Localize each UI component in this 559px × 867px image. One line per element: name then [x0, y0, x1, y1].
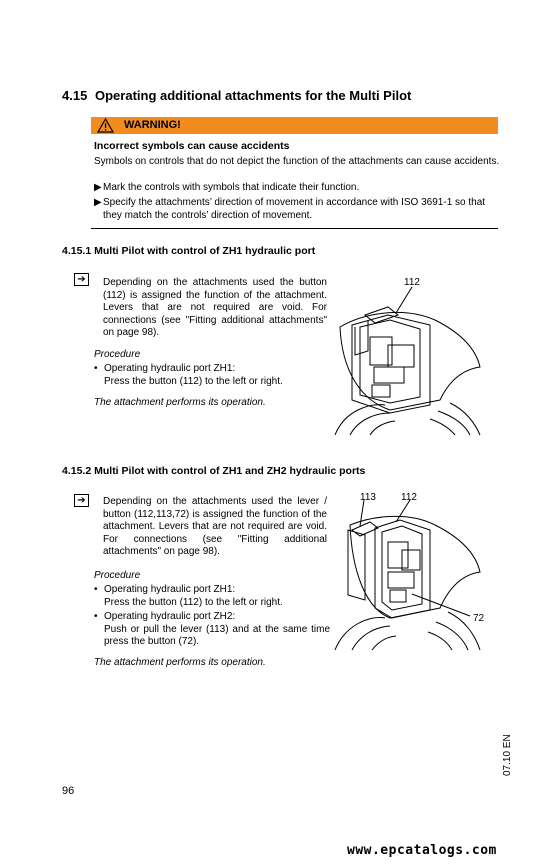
- result-text: The attachment performs its operation.: [94, 657, 266, 668]
- warning-divider: [91, 228, 498, 229]
- procedure-label: Procedure: [94, 570, 141, 581]
- callout-label: 112: [404, 277, 420, 288]
- procedure-step: • Operating hydraulic port ZH1: Press the button (112) to the left or right.: [94, 584, 283, 608]
- section-title: Operating additional attachments for the Multi Pilot: [95, 88, 412, 103]
- triangle-bullet-icon: ▶: [94, 182, 102, 193]
- section-heading: [62, 88, 411, 103]
- procedure-step: • Operating hydraulic port ZH2: Push or pull the lever (113) and at the same time press the button (72).: [94, 611, 330, 647]
- triangle-bullet-icon: ▶: [94, 197, 102, 208]
- sub1-description: Depending on the attachments used the button (112) is assigned the function of the attachment. Levers that are not required are void. For connections (see "Fitting additional attachments" on page 98).: [103, 277, 327, 338]
- multi-pilot-illustration: [330, 500, 485, 655]
- warning-item: ▶ Specify the attachments’ direction of movement in accordance with ISO 3691-1 so that they match the controls’ direction of movement.: [94, 197, 486, 221]
- page-number: 96: [62, 785, 75, 797]
- warning-text: Symbols on controls that do not depict the function of the attachments can cause accidents.: [94, 156, 500, 167]
- multi-pilot-illustration: [330, 285, 485, 440]
- procedure-label: Procedure: [94, 349, 141, 360]
- callout-label: 72: [473, 613, 485, 624]
- section-number: 4.15: [62, 88, 88, 103]
- warning-bar: [91, 117, 498, 134]
- edition-label: 07.10 EN: [502, 734, 513, 776]
- procedure-step: • Operating hydraulic port ZH1: Press the button (112) to the left or right.: [94, 363, 283, 387]
- arrow-right-box-icon: ➔: [74, 494, 89, 507]
- callout-label: 113: [360, 492, 376, 503]
- sub2-description: Depending on the attachments used the lever / button (112,113,72) is assigned the function of the attachment. Levers that are not required are void. For connections (see "Fitting additional attachments" on page 98).: [103, 496, 327, 557]
- arrow-right-box-icon: ➔: [74, 273, 89, 286]
- subsection-heading: 4.15.2 Multi Pilot with control of ZH1 and ZH2 hydraulic ports: [62, 465, 366, 477]
- warning-label: WARNING!: [124, 119, 181, 131]
- warning-item: ▶ Mark the controls with symbols that indicate their function.: [94, 182, 360, 193]
- warning-triangle-icon: [97, 118, 114, 133]
- callout-label: 112: [401, 492, 417, 503]
- warning-title: Incorrect symbols can cause accidents: [94, 140, 290, 152]
- website-link[interactable]: www.epcatalogs.com: [347, 843, 497, 858]
- subsection-heading: 4.15.1 Multi Pilot with control of ZH1 hydraulic port: [62, 245, 316, 257]
- result-text: The attachment performs its operation.: [94, 397, 266, 408]
